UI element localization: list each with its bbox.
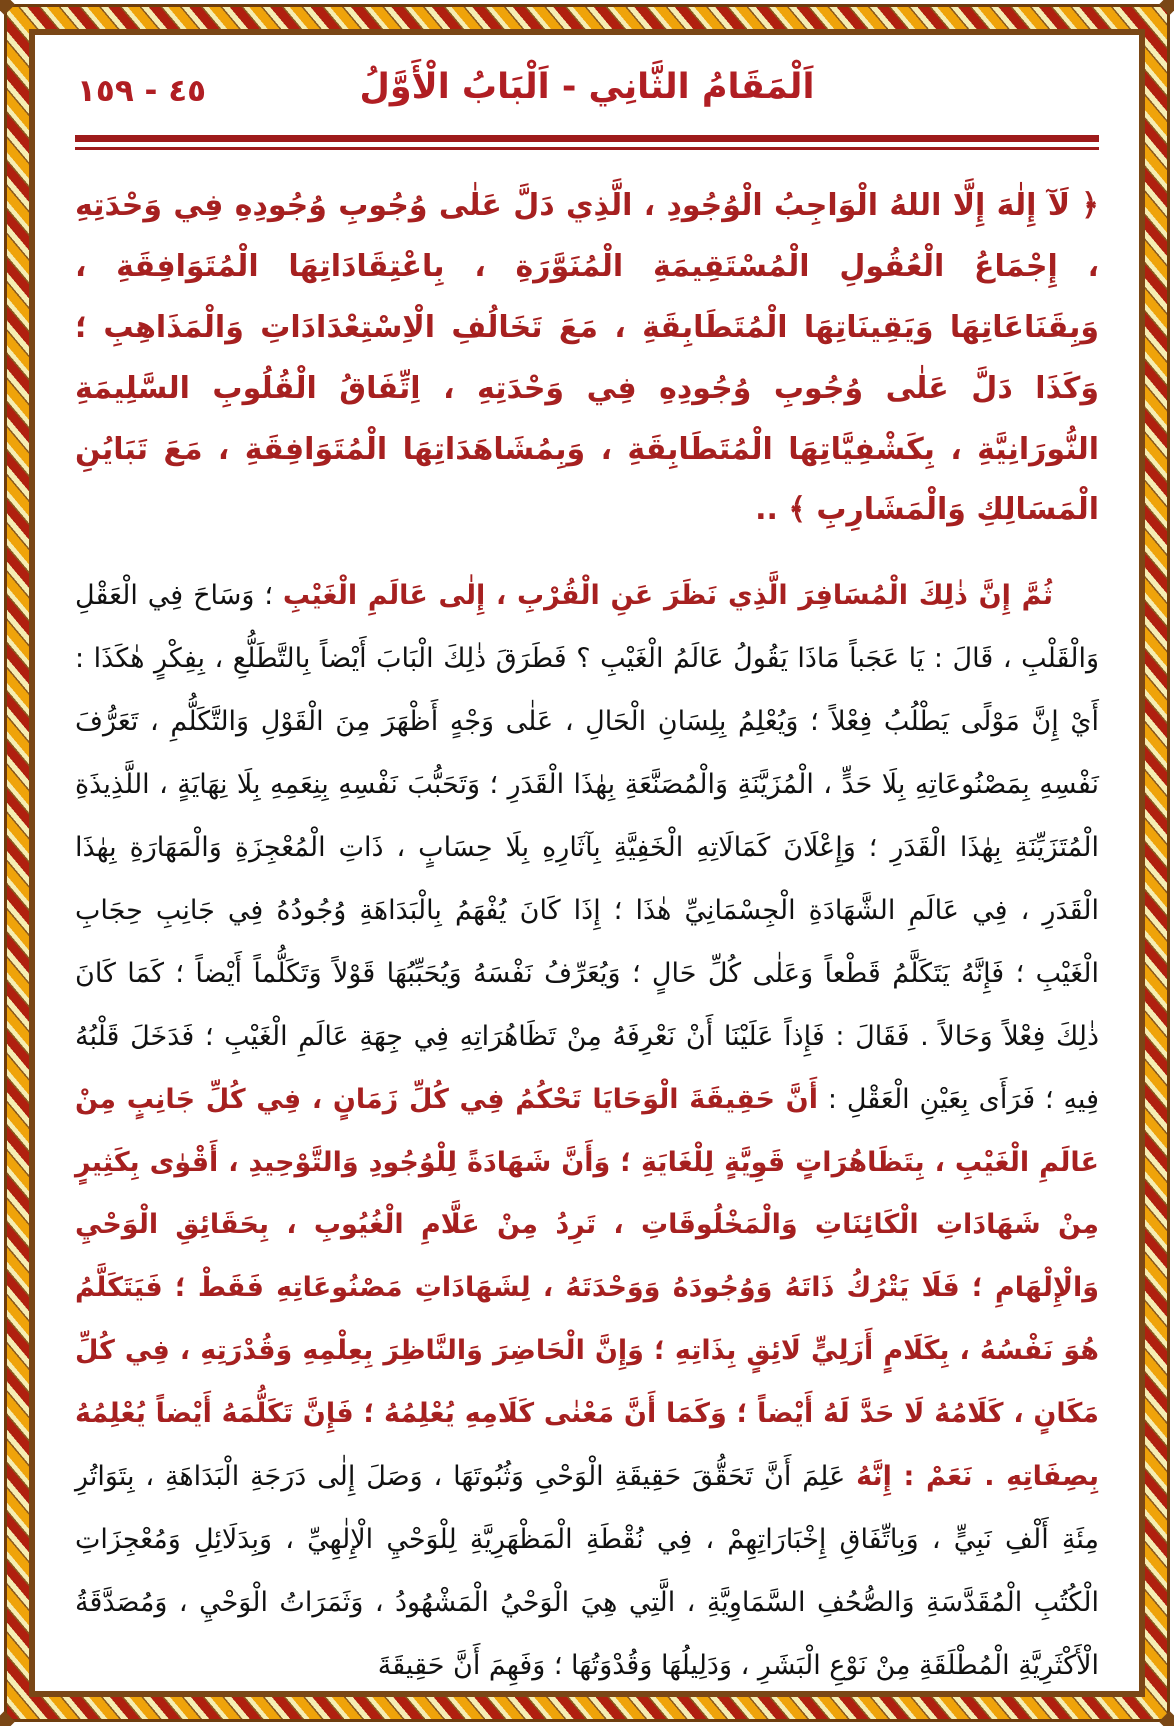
- body-segment-red-1: ثُمَّ إِنَّ ذٰلِكَ الْمُسَافِرَ الَّذِي نَظَرَ عَنِ الْقُرْبِ ، إِلٰى عَالَمِ الْغَيْبِ: [282, 580, 1053, 612]
- page-title: اَلْمَقَامُ الثَّانِي - اَلْبَابُ الْأَوَّلُ: [359, 67, 815, 107]
- quote-paragraph: [75, 176, 1099, 541]
- page-header: [75, 67, 1099, 123]
- quote-text: ﴿ لَآ إِلٰهَ إِلَّا اللهُ الْوَاجِبُ الْوُجُودِ ، الَّذِي دَلَّ عَلٰى وُجُوبِ وُجُودِهِ فِي وَحْدَتِهِ ، إِجْمَاعُ الْعُقُولِ الْمُسْتَقِيمَةِ الْمُنَوَّرَةِ ، بِاعْتِقَادَاتِهَا الْمُتَوَافِقَةِ ، وَبِقَنَاعَاتِهَا وَيَقِينَاتِهَا الْمُتَطَابِقَةِ ، مَعَ تَخَالُفِ الْاِسْتِعْدَادَاتِ وَالْمَذَاهِبِ ؛ وَكَذَا دَلَّ عَلٰى وُجُوبِ وُجُودِهِ فِي وَحْدَتِهِ ، اِتِّفَاقُ الْقُلُوبِ السَّلِيمَةِ النُّورَانِيَّةِ ، بِكَشْفِيَّاتِهَا الْمُتَطَابِقَةِ ، وَبِمُشَاهَدَاتِهَا الْمُتَوَافِقَةِ ، مَعَ تَبَايُنِ الْمَسَالِكِ وَالْمَشَارِبِ ﴾ ..: [75, 188, 1099, 528]
- body-segment-red-2: أَنَّ حَقِيقَةَ الْوَحَايَا تَحْكُمُ فِي كُلِّ زَمَانٍ ، فِي كُلِّ جَانِبٍ مِنْ عَالَمِ الْغَيْبِ ، بِتَظَاهُرَاتٍ قَوِيَّةٍ لِلْغَايَةِ ؛ وَأَنَّ شَهَادَةً لِلْوُجُودِ وَالتَّوْحِيدِ ، أَقْوٰى بِكَثِيرٍ مِنْ شَهَادَاتِ الْكَائِنَاتِ وَالْمَخْلُوقَاتِ ، تَرِدُ مِنْ عَلَّامِ الْغُيُوبِ ، بِحَقَائِقِ الْوَحْيِ وَالْإِلْهَامِ ؛ فَلَا يَتْرُكُ ذَاتَهُ وَوُجُودَهُ وَوَحْدَتَهُ ، لِشَهَادَاتِ مَصْنُوعَاتِهِ فَقَطْ ؛ فَيَتَكَلَّمُ هُوَ نَفْسُهُ ، بِكَلَامٍ أَزَلِيٍّ لَائِقٍ بِذَاتِهِ ؛ وَإِنَّ الْحَاضِرَ وَالنَّاظِرَ بِعِلْمِهِ وَقُدْرَتِهِ ، فِي كُلِّ مَكَانٍ ، كَلَامُهُ لَا حَدَّ لَهُ أَيْضاً ؛ وَكَمَا أَنَّ مَعْنٰى كَلَامِهِ يُعْلِمُهُ ؛ فَإِنَّ تَكَلُّمَهُ أَيْضاً يُعْلِمُهُ بِصِفَاتِهِ . نَعَمْ : إِنَّهُ: [75, 1083, 1099, 1493]
- header-divider: [75, 135, 1099, 150]
- body-segment-black-1: ؛ وَسَاحَ فِي الْعَقْلِ وَالْقَلْبِ ، قَالَ : يَا عَجَباً مَاذَا يَقُولُ عَالَمُ الْغَيْبِ ؟ فَطَرَقَ ذٰلِكَ الْبَابَ أَيْضاً بِالتَّطَلُّعِ ، بِفِكْرٍ هٰكَذَا : أَيْ إِنَّ مَوْلًى يَطْلُبُ فِعْلاً ؛ وَيُعْلِمُ بِلِسَانِ الْحَالِ ، عَلٰى وَجْهٍ أَظْهَرَ مِنَ الْقَوْلِ وَالتَّكَلُّمِ ، تَعَرُّفَ نَفْسِهِ بِمَصْنُوعَاتِهِ بِلَا حَدٍّ ، الْمُزَيَّنَةِ وَالْمُصَنَّعَةِ بِهٰذَا الْقَدَرِ ؛ وَتَحَبُّبَ نَفْسِهِ بِنِعَمِهِ بِلَا نِهَايَةٍ ، اللَّذِيذَةِ الْمُتَزَيِّنَةِ بِهٰذَا الْقَدَرِ ؛ وَإِعْلَانَ كَمَالَاتِهِ الْخَفِيَّةِ بِآثَارِهِ بِلَا حِسَابٍ ، ذَاتِ الْمُعْجِزَةِ وَالْمَهَارَةِ بِهٰذَا الْقَدَرِ ، فِي عَالَمِ الشَّهَادَةِ الْجِسْمَانِيِّ هٰذَا ؛ إِذَا كَانَ يُفْهَمُ بِالْبَدَاهَةِ وُجُودُهُ فِي جَانِبِ حِجَابِ الْغَيْبِ ؛ فَإِنَّهُ يَتَكَلَّمُ قَطْعاً وَعَلٰى كُلِّ حَالٍ ؛ وَيُعَرِّفُ نَفْسَهُ وَيُحَبِّبُهَا قَوْلاً وَتَكَلُّماً أَيْضاً ؛ كَمَا كَانَ ذٰلِكَ فِعْلاً وَحَالاً . فَقَالَ : فَإِذاً عَلَيْنَا أَنْ نَعْرِفَهُ مِنْ تَظَاهُرَاتِهِ فِي جِهَةِ عَالَمِ الْغَيْبِ ؛ فَدَخَلَ قَلْبُهُ فِيهِ ؛ فَرَأَى بِعَيْنِ الْعَقْلِ :: [75, 580, 1099, 1115]
- page-inner: [29, 29, 1145, 1697]
- body-paragraph: [75, 565, 1099, 1697]
- page-number: ٤٥ - ١٥٩: [77, 73, 207, 109]
- body-segment-black-2: عَلِمَ أَنَّ تَحَقُّقَ حَقِيقَةِ الْوَحْىِ وَثُبُوتَهَا ، وَصَلَ إِلٰى دَرَجَةِ الْبَدَاهَةِ ، بِتَوَاتُرِ مِئَةِ أَلْفِ نَبِيٍّ ، وَبِاتِّفَاقِ إِخْبَارَاتِهِمْ ، فِي نُقْطَةِ الْمَظْهَرِيَّةِ لِلْوَحْيِ الْإِلٰهِيِّ ، وَبِدَلَائِلِ وَمُعْجِزَاتِ الْكُتُبِ الْمُقَدَّسَةِ وَالصُّحُفِ السَّمَاوِيَّةِ ، الَّتِي هِيَ الْوَحْيُ الْمَشْهُودُ ، وَثَمَرَاتُ الْوَحْيِ ، وَمُصَدَّقَةُ الْأَكْثَرِيَّةِ الْمُطْلَقَةِ مِنْ نَوْعِ الْبَشَرِ ، وَدَلِيلُهَا وَقُدْوَتُهَا ؛ وَفَهِمَ أَنَّ حَقِيقَةَ: [75, 1461, 1099, 1681]
